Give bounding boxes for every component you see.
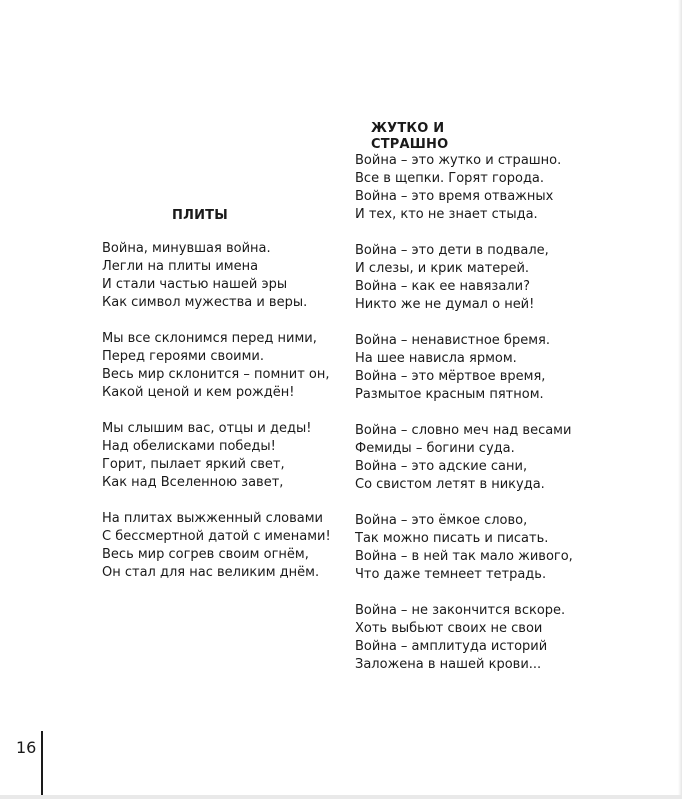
stanza [355,602,595,674]
poem-title: ЖУТКО И СТРАШНО [371,121,449,152]
poem-line: На плитах выжженный словами [102,511,323,526]
poem-line: Война – это адские сани, [355,459,528,474]
poem-line: Весь мир склонится – помнит он, [102,367,330,382]
poem-line: Мы все склонимся перед ними, [102,331,317,346]
poem-body [355,152,595,674]
page-number-divider [41,731,43,799]
poem-line: На шее нависла ярмом. [355,351,517,366]
poem-line: Война – амплитуда историй [355,639,548,654]
poem-line: Фемиды – богини суда. [355,441,515,456]
stanza [355,512,595,584]
poem-line: Война – как ее навязали? [355,279,530,294]
poem-line: Что даже темнеет тетрадь. [355,567,547,582]
poem-line: Над обелисками победы! [102,439,276,454]
page-edge-shadow [678,0,682,799]
stanza [102,510,342,582]
poem-line: С бессмертной датой с именами! [102,529,331,544]
poem-line: Весь мир согрев своим огнём, [102,547,309,562]
page-number: 16 [16,738,37,757]
poem-line: Как символ мужества и веры. [102,295,308,310]
poem-line: И стали частью нашей эры [102,277,288,292]
stanza [355,332,595,404]
poem-line: Война – ненавистное бремя. [355,333,550,348]
poem-line: И слезы, и крик матерей. [355,261,530,276]
stanza [102,420,342,492]
poem-line: Со свистом летят в никуда. [355,477,545,492]
poem-line: Мы слышим вас, отцы и деды! [102,421,312,436]
poem-line: Война – это мёртвое время, [355,369,546,384]
poem-body [102,240,342,582]
poem-line: Как над Вселенною завет, [102,475,284,490]
poem-line: Война – не закончится вскоре. [355,603,566,618]
poem-line: Так можно писать и писать. [355,531,549,546]
poem-line: Какой ценой и кем рождён! [102,385,295,400]
poem-line: Никто же не думал о ней! [355,297,535,312]
poem-line: Легли на плиты имена [102,259,259,274]
poem-line: Война – это дети в подвале, [355,243,549,258]
poem-line: Война – это время отважных [355,189,554,204]
stanza [355,242,595,314]
stanza [102,240,342,312]
page-bottom-edge [0,795,682,799]
poem-line: Война – словно меч над весами [355,423,572,438]
poem-line: Заложена в нашей крови... [355,657,542,672]
poem-line: Война – в ней так мало живого, [355,549,573,564]
poem-line: Война, минувшая война. [102,241,271,256]
poem-line: Все в щепки. Горят города. [355,171,545,186]
poem-title: ПЛИТЫ [172,208,228,223]
poem-line: Хоть выбьют своих не свои [355,621,543,636]
poem-line: Перед героями своими. [102,349,264,364]
stanza [355,422,595,494]
stanza [102,330,342,402]
poem-line: И тех, кто не знает стыда. [355,207,538,222]
poem-line: Горит, пылает яркий свет, [102,457,285,472]
poem-line: Он стал для нас великим днём. [102,565,320,580]
poem-line: Война – это жутко и страшно. [355,153,562,168]
poem-line: Размытое красным пятном. [355,387,544,402]
stanza [355,152,595,224]
poem-line: Война – это ёмкое слово, [355,513,528,528]
